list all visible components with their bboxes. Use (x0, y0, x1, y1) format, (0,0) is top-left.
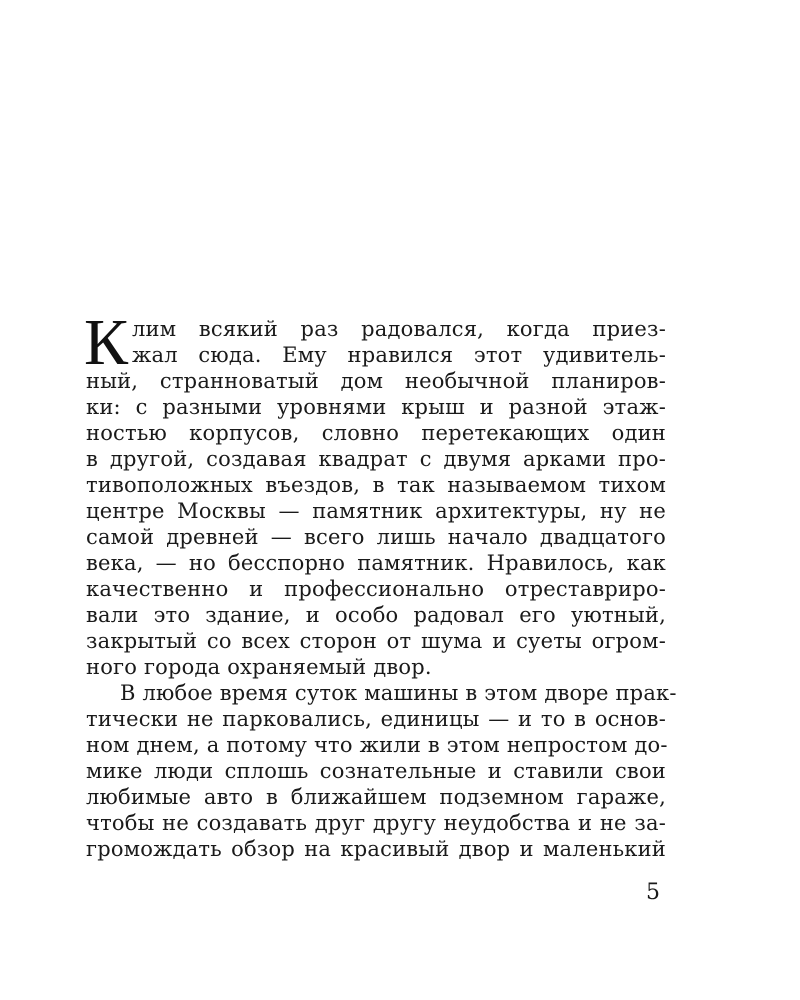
text-line: тивоположных въездов, в так называемом тихом (86, 473, 666, 497)
text-line: качественно и профессионально отреставриро- (86, 577, 666, 601)
text-line: ный, странноватый дом необычной планиров- (86, 369, 666, 393)
page-number: 5 (646, 880, 660, 905)
text-line: лим всякий раз радовался, когда приез- (132, 317, 666, 341)
text-line: мике люди сплошь сознательные и ставили свои (86, 759, 666, 783)
paragraph-2 (86, 680, 677, 862)
text-line: ном днем, а потому что жили в этом непростом до- (86, 733, 668, 757)
text-line: в другой, создавая квадрат с двумя арками про- (86, 447, 666, 471)
text-line: центре Москвы — памятник архитектуры, ну не (86, 499, 666, 523)
text-line: самой древней — всего лишь начало двадцатого (86, 525, 666, 549)
page-body (84, 306, 677, 862)
text-line: века, — но бесспорно памятник. Нравилось, как (86, 551, 666, 575)
text-line: громождать обзор на красивый двор и маленький (86, 837, 666, 861)
text-line: вали это здание, и особо радовал его уютный, (86, 603, 666, 627)
text-line: ки: с разными уровнями крыш и разной этаж- (86, 395, 666, 419)
drop-cap: К (84, 306, 129, 379)
text-line: ного города охраняемый двор. (86, 655, 432, 679)
text-line: ностью корпусов, словно перетекающих один (86, 421, 666, 445)
text-line: В любое время суток машины в этом дворе прак- (120, 681, 677, 705)
text-line: любимые авто в ближайшем подземном гараже, (86, 785, 666, 809)
text-line: закрытый со всех сторон от шума и суеты огром- (86, 629, 666, 653)
paragraph-1 (86, 316, 666, 680)
text-line: чтобы не создавать друг другу неудобства и не за- (86, 811, 666, 835)
text-line: жал сюда. Ему нравился этот удивитель- (132, 343, 666, 367)
text-line: тически не парковались, единицы — и то в основ- (86, 707, 666, 731)
